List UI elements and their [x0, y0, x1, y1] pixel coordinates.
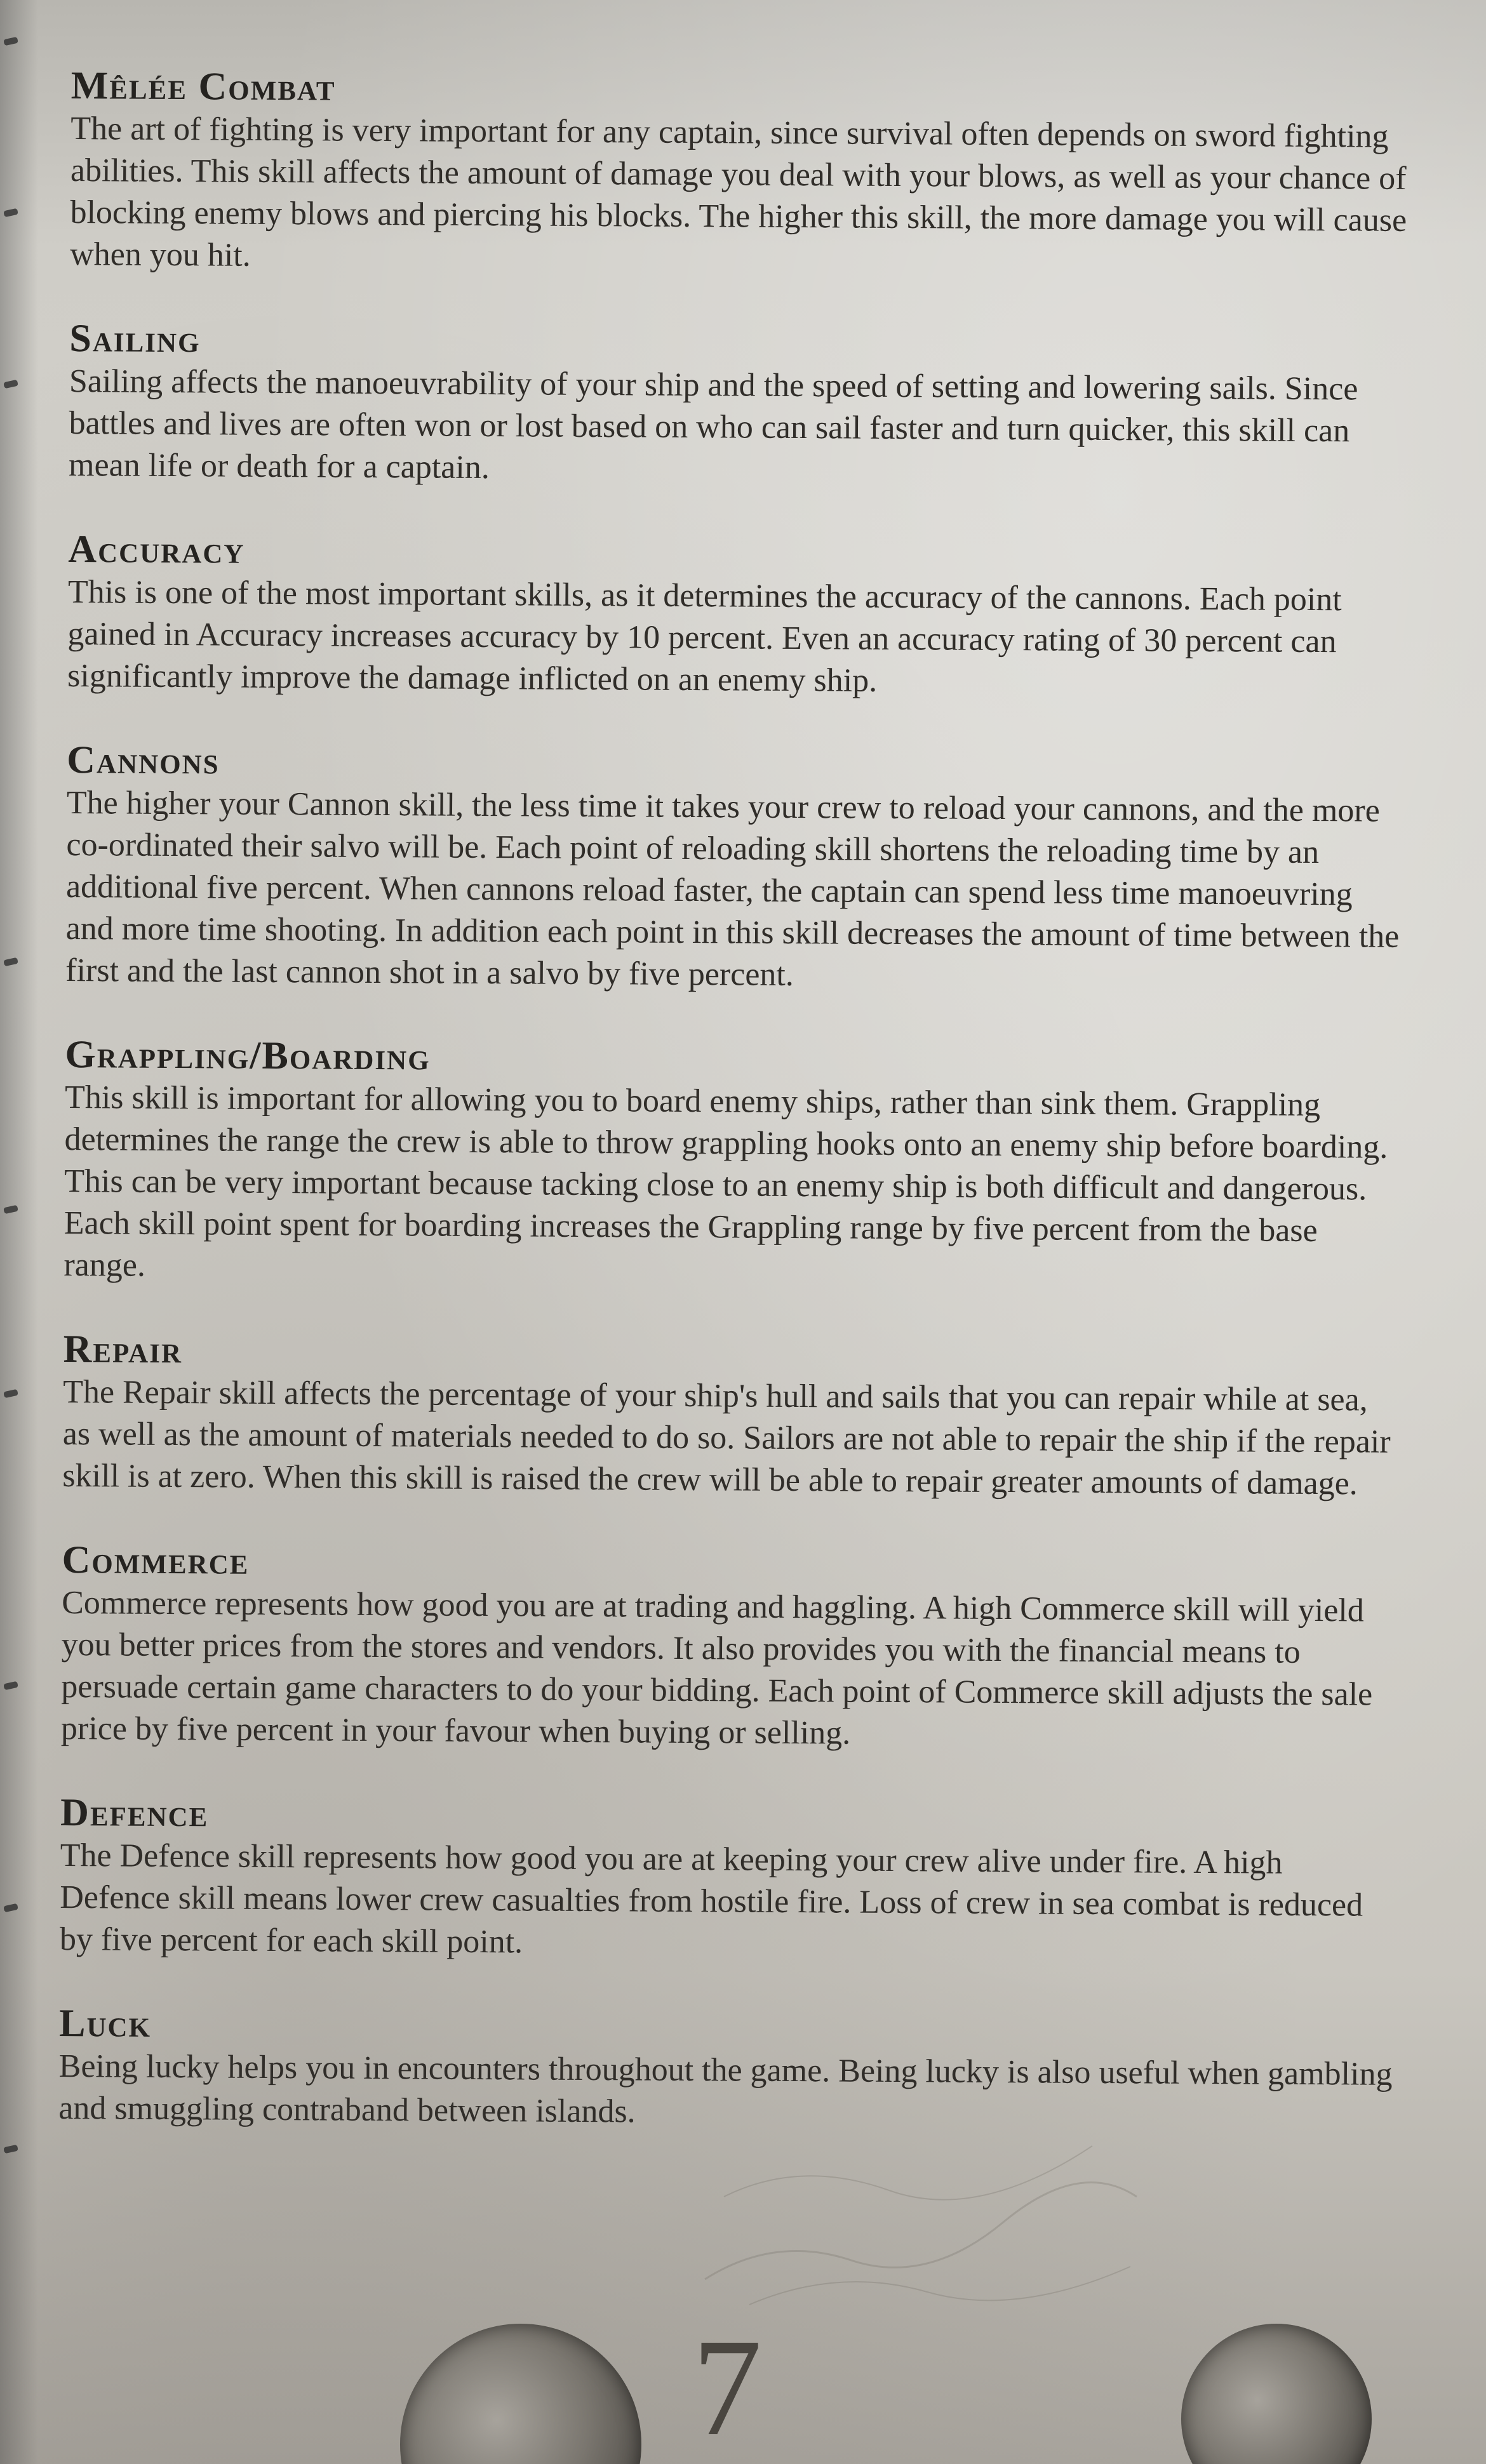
binding-mark	[3, 380, 18, 389]
skill-description: This is one of the most important skills, as it determines the accuracy of the cannons. Each point gained in Accuracy increases accuracy by 10 percent. Even an accuracy rating of 30 percent can significantly improve the damage inflicted on an enemy ship.	[67, 573, 1342, 699]
page-footer	[0, 2286, 1486, 2464]
binding-mark	[3, 37, 18, 46]
skill-description: Being lucky helps you in encounters throughout the game. Being lucky is also useful when gambling and smuggling contraband between islands.	[58, 2048, 1393, 2130]
coin-decoration-icon	[1181, 2324, 1372, 2464]
skill-heading: Defence	[60, 1790, 209, 1835]
skill-section-accuracy	[67, 527, 1409, 705]
binding-mark	[3, 1681, 18, 1690]
skill-description: The art of fighting is very important for any captain, since survival often depends on sword fighting abilities. This skill affects the amount of damage you deal with your blows, as well as your chance of blocking enemy blows and piercing his blocks. The higher this skill, the more damage you will cause when you hit.	[69, 110, 1407, 274]
page-number: 7	[692, 2310, 762, 2464]
skill-heading: Cannons	[67, 738, 220, 783]
binding-mark	[3, 957, 18, 966]
skill-description: Sailing affects the manoeuvrability of your ship and the speed of setting and lowering sails. Since battles and lives are often won or lost based on who can sail faster and turn quicker, this skill can mean life or death for a captain.	[68, 363, 1358, 486]
skill-section-melee-combat	[70, 63, 1411, 284]
skill-description: Commerce represents how good you are at trading and haggling. A high Commerce skill will yield you better prices from the stores and vendors. It also provides you with the financial means to persuade certain game characters to do your bidding. Each point of Commerce skill adjusts the sale price by five percent in your favour when buying or selling.	[60, 1584, 1373, 1752]
skill-heading: Commerce	[62, 1538, 250, 1583]
skills-content	[58, 63, 1411, 2178]
skill-heading: Repair	[63, 1327, 183, 1372]
binding-mark	[3, 1389, 18, 1398]
skill-section-cannons	[65, 738, 1407, 1000]
skill-section-commerce	[61, 1538, 1402, 1758]
coin-decoration-icon	[400, 2324, 641, 2464]
skill-heading: Sailing	[69, 316, 201, 361]
binding-mark	[3, 208, 18, 217]
skill-section-sailing	[69, 316, 1410, 495]
skill-description: This skill is important for allowing you to board enemy ships, rather than sink them. Grappling determines the range the crew is able to throw grappling hooks onto an enemy ship before boarding. This can be very important because tacking close to an enemy ship is both difficult and dangerous. Each skill point spent for boarding increases the Grappling range by five percent from the base range.	[64, 1079, 1388, 1284]
binding-mark	[3, 2145, 18, 2154]
skill-description: The Defence skill represents how good you are at keeping your crew alive under fire. A high Defence skill means lower crew casualties from hostile fire. Loss of crew in sea combat is reduced by five percent for each skill point.	[59, 1837, 1363, 1961]
skill-section-grappling-boarding	[64, 1032, 1405, 1295]
skill-section-defence	[60, 1790, 1401, 1969]
skill-description: The higher your Cannon skill, the less time it takes your crew to reload your cannons, and the more co-ordinated their salvo will be. Each point of reloading skill shortens the reloading time by an additional five percent. When cannons reload faster, the captain can spend less time manoeuvring and more time shooting. In addition each point in this skill decreases the amount of time between the first and the last cannon shot in a salvo by five percent.	[65, 784, 1400, 993]
skill-heading: Luck	[58, 2001, 152, 2046]
binding-mark	[3, 1903, 18, 1912]
skill-section-repair	[62, 1327, 1403, 1505]
binding-mark	[3, 1205, 18, 1214]
skill-section-luck	[58, 2001, 1399, 2138]
skill-heading: Grappling/Boarding	[65, 1032, 431, 1079]
skill-description: The Repair skill affects the percentage of your ship's hull and sails that you can repair while at sea, as well as the amount of materials needed to do so. Sailors are not able to repair the ship if the repair skill is at zero. When this skill is raised the crew will be able to repair greater amounts of damage.	[62, 1373, 1391, 1502]
skill-heading: Accuracy	[68, 527, 245, 572]
skill-heading: Mêlée Combat	[70, 63, 336, 109]
